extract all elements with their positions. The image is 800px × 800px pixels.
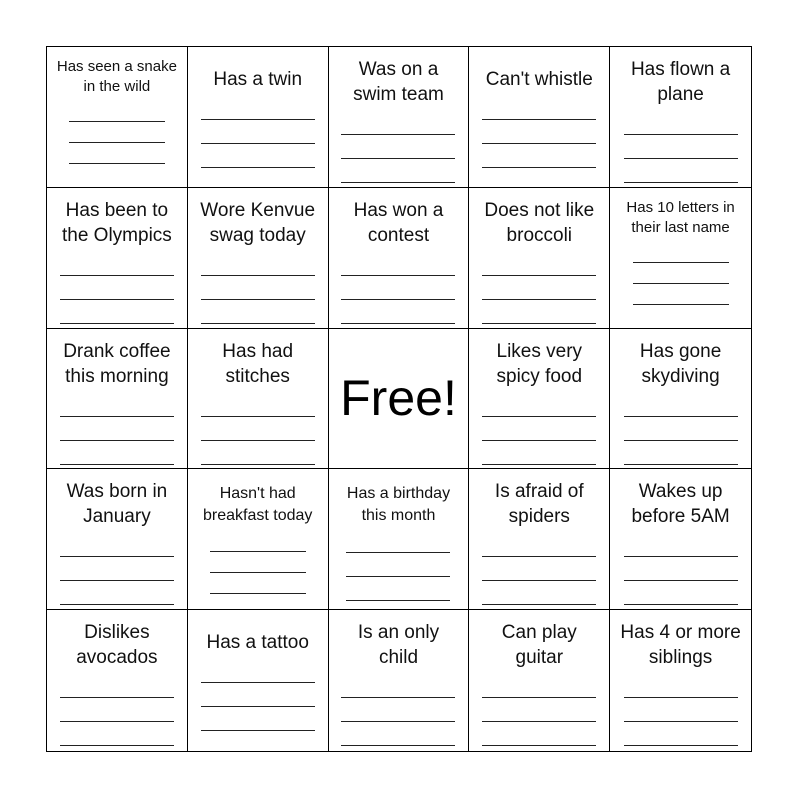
- bingo-cell-r1c2[interactable]: [188, 47, 329, 188]
- answer-lines: [196, 252, 320, 324]
- answer-lines: [196, 393, 320, 465]
- answer-lines: [477, 393, 601, 465]
- cell-prompt: Was on a swim team: [353, 59, 444, 105]
- cell-prompt: Has gone skydiving: [639, 340, 722, 387]
- cell-prompt: Has flown a plane: [630, 59, 731, 105]
- cell-prompt: Is an only child: [357, 622, 440, 669]
- cell-prompt: Hasn't had breakfast today: [202, 485, 313, 525]
- answer-lines: [55, 533, 179, 605]
- answer-lines: [337, 252, 461, 324]
- answer-lines: [477, 252, 601, 324]
- answer-lines: [618, 533, 743, 605]
- cell-prompt: Wakes up before 5AM: [631, 481, 730, 528]
- answer-lines: [55, 674, 179, 746]
- bingo-cell-r5c4[interactable]: [469, 610, 610, 751]
- bingo-cell-r3c1[interactable]: [47, 329, 188, 470]
- bingo-cell-r5c1[interactable]: [47, 610, 188, 751]
- bingo-board: [46, 46, 752, 752]
- bingo-cell-r2c3[interactable]: [329, 188, 470, 329]
- cell-prompt: Likes very spicy food: [496, 340, 583, 387]
- cell-prompt: Does not like broccoli: [484, 199, 595, 246]
- cell-prompt: Has 10 letters in their last name: [626, 198, 735, 236]
- answer-lines: [196, 531, 320, 594]
- bingo-cell-r4c5[interactable]: [610, 469, 751, 610]
- answer-lines: [55, 393, 179, 465]
- answer-lines: [618, 111, 743, 183]
- cell-prompt: Was born in January: [66, 481, 168, 528]
- cell-prompt: Has a birthday this month: [346, 485, 451, 525]
- answer-lines: [196, 96, 320, 168]
- cell-prompt: Has a tattoo: [206, 632, 309, 654]
- cell-prompt: Has a twin: [213, 69, 303, 90]
- cell-prompt: Has been to the Olympics: [61, 199, 172, 246]
- cell-prompt: Dislikes avocados: [76, 622, 158, 669]
- bingo-cell-r4c4[interactable]: [469, 469, 610, 610]
- answer-lines: [477, 533, 601, 605]
- answer-lines: [337, 674, 461, 746]
- bingo-cell-r1c3[interactable]: [329, 47, 470, 188]
- answer-lines: [618, 242, 743, 305]
- cell-prompt: Has had stitches: [222, 340, 294, 387]
- answer-lines: [477, 674, 601, 746]
- bingo-cell-r4c3[interactable]: [329, 469, 470, 610]
- free-space[interactable]: [329, 329, 470, 470]
- bingo-cell-r2c5[interactable]: [610, 188, 751, 329]
- cell-prompt: Drank coffee this morning: [63, 340, 171, 387]
- bingo-cell-r5c3[interactable]: [329, 610, 470, 751]
- answer-lines: [337, 529, 461, 601]
- bingo-cell-r3c2[interactable]: [188, 329, 329, 470]
- bingo-cell-r4c1[interactable]: [47, 469, 188, 610]
- answer-lines: [618, 674, 743, 746]
- bingo-cell-r1c5[interactable]: [610, 47, 751, 188]
- bingo-cell-r3c4[interactable]: [469, 329, 610, 470]
- answer-lines: [477, 96, 601, 168]
- cell-prompt: Has 4 or more siblings: [620, 622, 741, 669]
- bingo-cell-r1c1[interactable]: [47, 47, 188, 188]
- answer-lines: [196, 659, 320, 731]
- answer-lines: [337, 111, 461, 183]
- free-label: Free!: [340, 370, 457, 427]
- bingo-cell-r2c2[interactable]: [188, 188, 329, 329]
- bingo-cell-r3c5[interactable]: [610, 329, 751, 470]
- bingo-cell-r5c5[interactable]: [610, 610, 751, 751]
- cell-prompt: Has won a contest: [353, 199, 444, 246]
- cell-prompt: Has seen a snake in the wild: [56, 58, 177, 95]
- bingo-cell-r2c1[interactable]: [47, 188, 188, 329]
- answer-lines: [55, 252, 179, 324]
- cell-prompt: Can't whistle: [485, 69, 593, 90]
- answer-lines: [55, 101, 179, 164]
- answer-lines: [618, 393, 743, 465]
- bingo-cell-r4c2[interactable]: [188, 469, 329, 610]
- cell-prompt: Is afraid of spiders: [494, 481, 584, 528]
- cell-prompt: Can play guitar: [501, 622, 577, 669]
- bingo-cell-r2c4[interactable]: [469, 188, 610, 329]
- bingo-cell-r5c2[interactable]: [188, 610, 329, 751]
- bingo-cell-r1c4[interactable]: [469, 47, 610, 188]
- cell-prompt: Wore Kenvue swag today: [200, 199, 316, 246]
